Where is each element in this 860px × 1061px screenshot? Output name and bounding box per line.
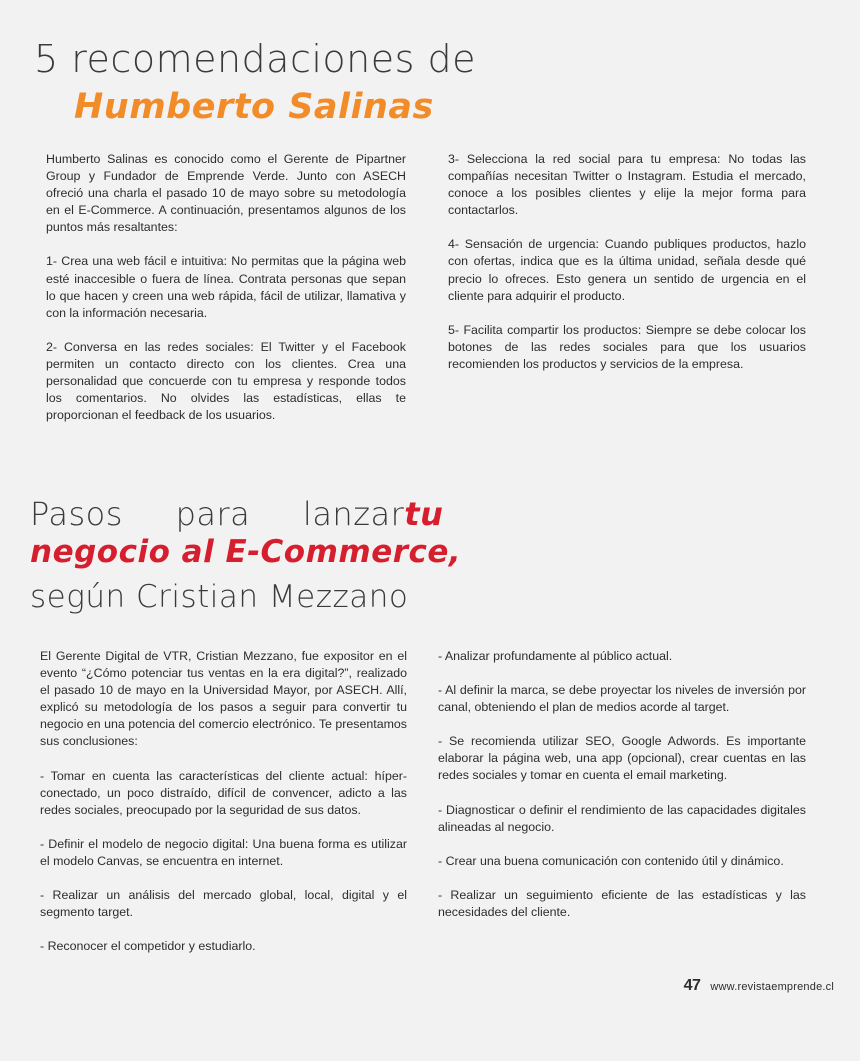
section1-title-line1: 5 recomendaciones de bbox=[34, 37, 476, 81]
section2-left-paragraph: - Realizar un análisis del mercado global, local, digital y el segmento target. bbox=[40, 888, 407, 920]
section1-left-paragraph: 2- Conversa en las redes sociales: El Twitter y el Facebook permiten un contacto directo con los clientes. Crea una personalidad que concuerde con tu empresa y responde todos los comentarios. No olvides las estadísticas, ellas te proporcionan el feedback de los usuarios. bbox=[46, 339, 406, 423]
section2-left-paragraph: - Tomar en cuenta las características del cliente actual: híper-conectado, un poco distraído, difícil de convencer, adicto a las redes sociales, preocupado por la seguridad de sus datos. bbox=[40, 768, 407, 817]
section2-title-plain-2: según Cristian Mezzano bbox=[30, 579, 409, 615]
section2-right-paragraph: - Analizar profundamente al público actual. bbox=[438, 649, 673, 663]
section2-title-line1 bbox=[30, 495, 444, 533]
section2-right-paragraph: - Crear una buena comunicación con contenido útil y dinámico. bbox=[438, 853, 784, 868]
section2-right-paragraph: - Se recomienda utilizar SEO, Google Adwords. Es importante elaborar la página web, una app (opcional), crear cuentas en las redes sociales y tomar en cuenta el email marketing. bbox=[438, 734, 806, 783]
section2-title-plain-1: Pasos para lanzar bbox=[30, 495, 405, 533]
section2-title-accent-1: tu bbox=[404, 495, 444, 533]
section1-right-column bbox=[448, 151, 806, 390]
section2-right-column bbox=[438, 648, 806, 938]
page-footer bbox=[684, 977, 834, 995]
section2-title-accent-2: negocio al E-Commerce, bbox=[30, 534, 462, 570]
page-number: 47 bbox=[683, 977, 701, 994]
section1-right-paragraph: 5- Facilita compartir los productos: Siempre se debe colocar los botones de las redes sociales para que los usuarios recomienden los productos y servicios de la empresa. bbox=[448, 322, 806, 371]
section2-left-column bbox=[40, 648, 407, 972]
section1-left-column bbox=[46, 151, 406, 441]
section2-left-paragraph: - Definir el modelo de negocio digital: Una buena forma es utilizar el modelo Canvas, se encuentra en internet. bbox=[40, 836, 407, 868]
section2-right-paragraph: - Diagnosticar o definir el rendimiento de las capacidades digitales alineadas al negocio. bbox=[438, 802, 806, 834]
website-url[interactable]: www.revistaemprende.cl bbox=[710, 981, 834, 993]
section2-left-paragraph: - Reconocer el competidor y estudiarlo. bbox=[40, 939, 256, 954]
section1-left-paragraph: Humberto Salinas es conocido como el Gerente de Pipartner Group y Fundador de Emprende Verde. Junto con ASECH ofreció una charla el pasado 10 de mayo sobre su metodología en el E-Commerce. A continuación, presentamos algunos de los puntos más resaltantes: bbox=[46, 152, 406, 235]
section1-right-paragraph: 4- Sensación de urgencia: Cuando publiques productos, hazlo con ofertas, indica que es la última unidad, señala desde qué precio lo ofreces. Esto genera un sentido de urgencia en el cliente para adquirir el producto. bbox=[448, 237, 806, 303]
section1-right-paragraph: 3- Selecciona la red social para tu empresa: No todas las compañías necesitan Twitter o Instagram. Estudia el mercado, conoce a los posibles clientes y elije la mejor forma para contactarlos. bbox=[448, 152, 806, 218]
section1-title-line2: Humberto Salinas bbox=[74, 87, 434, 127]
section1-left-paragraph: 1- Crea una web fácil e intuitiva: No permitas que la página web esté inaccesible o fuera de línea. Contrata personas que sepan lo que hacen y creen una web rápida, fácil de utilizar, llamativa y con la información necesaria. bbox=[46, 254, 406, 320]
section2-right-paragraph: - Al definir la marca, se debe proyectar los niveles de inversión por canal, obteniendo el plan de medios acorde al target. bbox=[438, 683, 806, 715]
section2-right-paragraph: - Realizar un seguimiento eficiente de las estadísticas y las necesidades del cliente. bbox=[438, 887, 806, 919]
section2-left-paragraph: El Gerente Digital de VTR, Cristian Mezzano, fue expositor en el evento “¿Cómo potenciar tus ventas en la era digital?”, realizado el pasado 10 de mayo en la Universidad Mayor, por ASECH. Allí, explicó su metodología de los pasos a seguir para convertir tu negocio en una potencia del comercio electrónico. Te presentamos sus conclusiones: bbox=[40, 649, 407, 749]
